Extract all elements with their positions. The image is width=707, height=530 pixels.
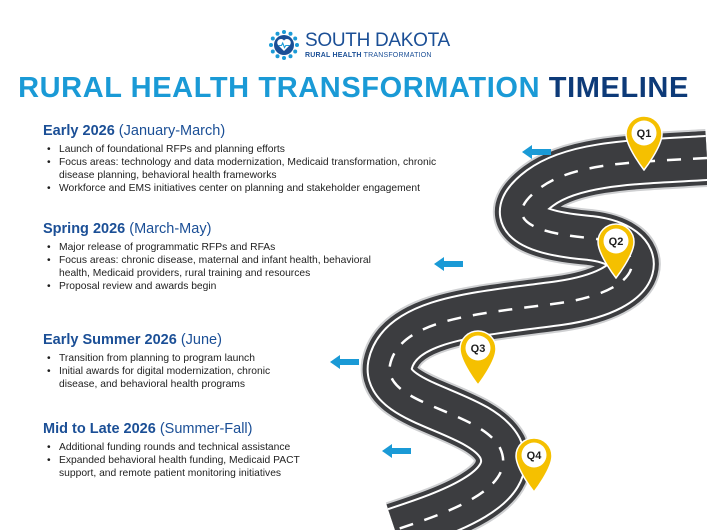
list-item: • Workforce and EMS initiatives center on planning and stakeholder engagement (43, 182, 463, 195)
list-item: • Additional funding rounds and technical assistance (43, 441, 343, 454)
list-item (43, 454, 343, 480)
list-item-line: Initial awards for digital modernization, chronic (59, 366, 271, 377)
section-period: Mid to Late 2026 (43, 421, 156, 437)
logo-name: SOUTH DAKOTA (305, 29, 450, 51)
bullet-list (43, 352, 343, 391)
section-period: Spring 2026 (43, 221, 126, 237)
title-part1: RURAL HEALTH TRANSFORMATION (18, 72, 541, 104)
pin-q1 (623, 113, 665, 171)
pin-label: Q2 (608, 236, 624, 248)
section-range: (Summer-Fall) (159, 421, 253, 437)
logo-tag-bold: RURAL HEALTH (305, 51, 362, 59)
section-heading (43, 221, 423, 237)
arrow-left-icon (380, 443, 412, 459)
list-item: • Proposal review and awards begin (43, 280, 423, 293)
pin-q2 (595, 221, 637, 279)
section-range: (January-March) (118, 123, 226, 139)
list-item: • Transition from planning to program launch (43, 352, 343, 365)
section-range: (March-May) (129, 221, 212, 237)
list-item: • Major release of programmatic RFPs and RFAs (43, 241, 423, 254)
list-item-line: Focus areas: technology and data modernization, Medicaid transformation, chronic (59, 157, 437, 168)
section-spring-2026 (43, 221, 423, 293)
pin-label: Q3 (470, 343, 486, 355)
pin-label: Q4 (526, 450, 542, 462)
section-early-summer-2026 (43, 332, 343, 391)
section-early-2026 (43, 123, 463, 195)
bullet-list (43, 441, 343, 480)
arrow-left-icon (328, 354, 360, 370)
list-item-line: disease planning, behavioral health frameworks (59, 170, 277, 181)
logo-tag-rest: TRANSFORMATION (361, 51, 432, 59)
list-item-line: Focus areas: chronic disease, maternal and infant health, behavioral (59, 255, 371, 266)
pin-q3 (457, 328, 499, 386)
section-mid-late-2026 (43, 421, 343, 480)
arrow-left-icon (432, 256, 464, 272)
list-item (43, 254, 423, 280)
section-heading (43, 332, 343, 348)
bullet-list (43, 241, 423, 293)
section-range: (June) (180, 332, 222, 348)
section-heading (43, 123, 463, 139)
list-item (43, 156, 463, 182)
list-item-line: support, and remote patient monitoring initiatives (59, 468, 282, 479)
section-period: Early Summer 2026 (43, 332, 177, 348)
list-item-line: Expanded behavioral health funding, Medicaid PACT (59, 455, 300, 466)
list-item (43, 365, 343, 391)
list-item-line: health, Medicaid providers, rural training and resources (59, 268, 311, 279)
pin-q4 (513, 435, 555, 493)
section-period: Early 2026 (43, 123, 115, 139)
bullet-list (43, 143, 463, 195)
list-item-line: disease, and behavioral health programs (59, 379, 246, 390)
title-part2: TIMELINE (548, 72, 689, 104)
arrow-left-icon (520, 144, 552, 160)
section-heading (43, 421, 343, 437)
pin-label: Q1 (636, 128, 652, 140)
list-item: • Launch of foundational RFPs and planning efforts (43, 143, 463, 156)
